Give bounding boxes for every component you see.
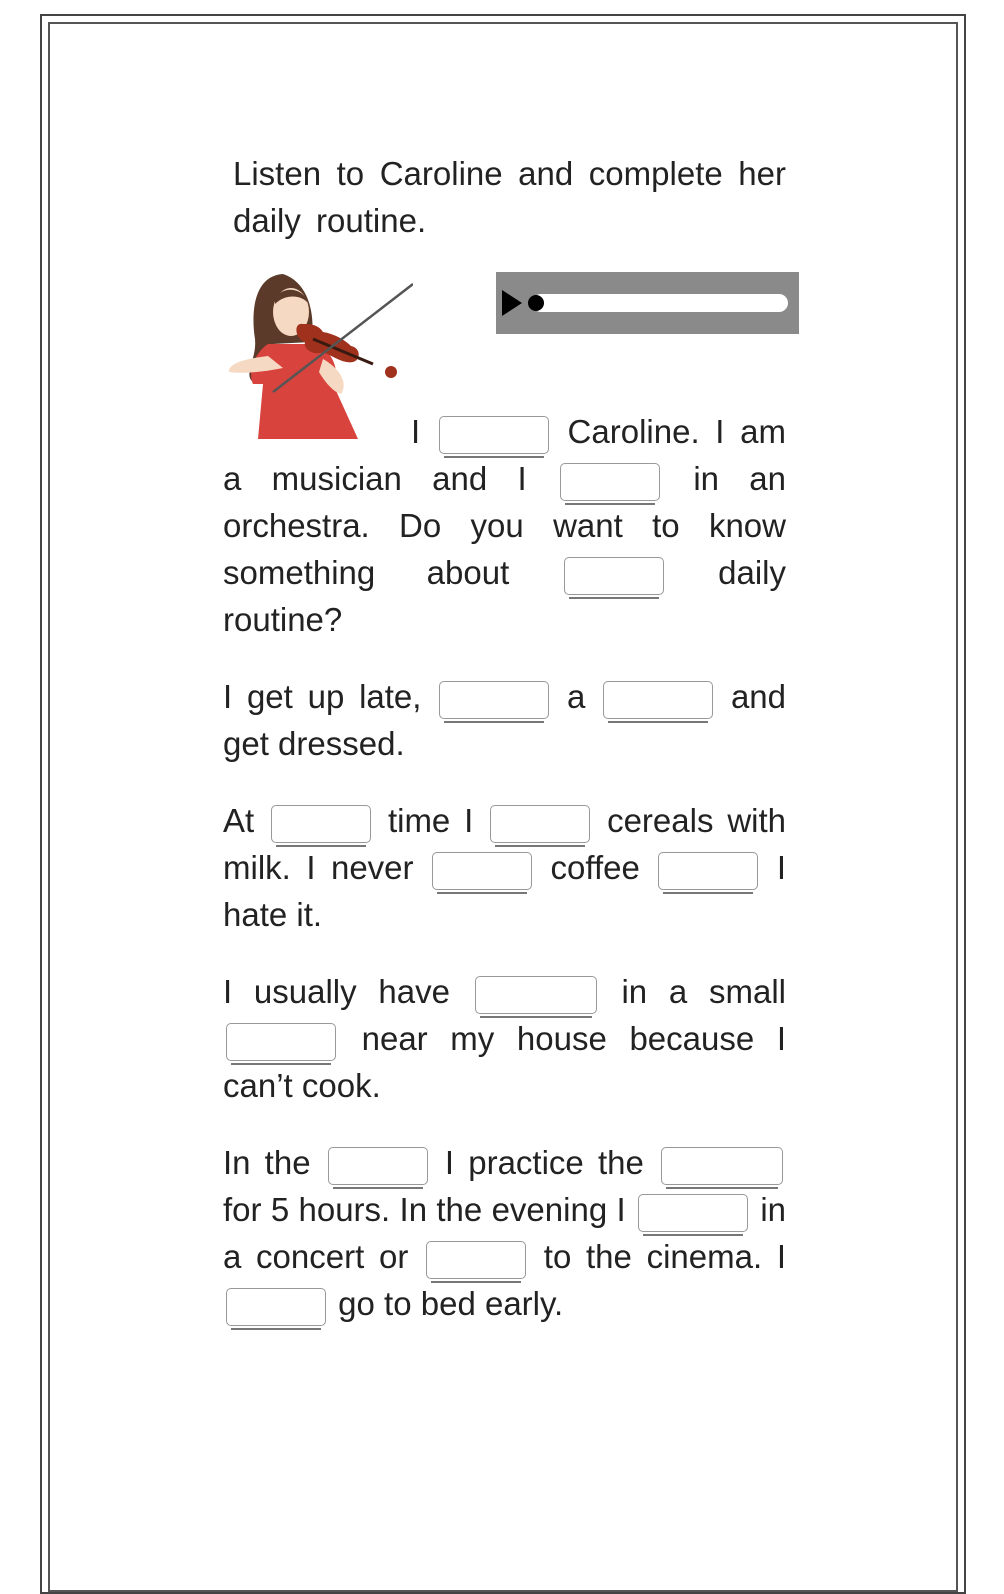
title-line-1: Listen to Caroline and complete (233, 155, 723, 192)
text-segment: cereals with milk. I never (223, 802, 787, 886)
answer-blank[interactable] (226, 1023, 336, 1061)
text-segment: coffee (550, 849, 640, 886)
answer-blank[interactable] (432, 852, 532, 890)
answer-blank[interactable] (560, 463, 660, 501)
text-segment: a (567, 678, 586, 715)
text-segment: I (411, 413, 421, 450)
instructions-title (223, 150, 786, 244)
text-segment: to the cinema. I (543, 1238, 787, 1275)
title-line-2: her daily routine. (233, 155, 786, 239)
text-segment: time I (387, 802, 474, 839)
text-segment: in a small (621, 973, 786, 1010)
answer-blank[interactable] (475, 976, 597, 1014)
answer-blank[interactable] (658, 852, 758, 890)
paragraph-morning (223, 673, 786, 767)
text-segment: go to bed early. (338, 1285, 564, 1322)
text-segment: in an orchestra. Do you want to know something about (223, 460, 787, 591)
violinist-girl-illustration (223, 264, 413, 439)
header-row (223, 280, 786, 410)
text-segment: for 5 hours. In the evening I (223, 1191, 626, 1228)
answer-blank[interactable] (603, 681, 713, 719)
answer-blank[interactable] (271, 805, 371, 843)
text-segment: and get dressed. (223, 678, 786, 762)
answer-blank[interactable] (439, 681, 549, 719)
paragraph-breakfast (223, 797, 786, 938)
text-segment: a musician and I (223, 460, 527, 497)
answer-blank[interactable] (328, 1147, 428, 1185)
text-segment: I usually have (223, 973, 450, 1010)
audio-player (496, 272, 799, 334)
answer-blank[interactable] (638, 1194, 748, 1232)
answer-blank[interactable] (426, 1241, 526, 1279)
text-segment: near my house because I can’t cook. (223, 1020, 786, 1104)
play-button[interactable] (502, 290, 522, 316)
text-segment: At (223, 802, 255, 839)
worksheet (223, 150, 786, 1357)
answer-blank[interactable] (490, 805, 590, 843)
text-segment: I get up late, (223, 678, 422, 715)
answer-blank[interactable] (439, 416, 549, 454)
audio-progress-track[interactable] (532, 294, 788, 312)
audio-progress-knob[interactable] (528, 295, 544, 311)
answer-blank[interactable] (564, 557, 664, 595)
text-segment: daily routine? (223, 554, 787, 638)
paragraph-lunch (223, 968, 786, 1109)
answer-blank[interactable] (226, 1288, 326, 1326)
text-segment: I practice the (444, 1144, 644, 1181)
text-segment: In the (223, 1144, 311, 1181)
answer-blank[interactable] (661, 1147, 783, 1185)
paragraph-intro (223, 408, 786, 643)
text-segment: in a concert or (223, 1191, 786, 1275)
text-segment: I hate it. (223, 849, 787, 933)
paragraph-afternoon (223, 1139, 786, 1327)
text-segment: Caroline. I am (567, 413, 786, 450)
